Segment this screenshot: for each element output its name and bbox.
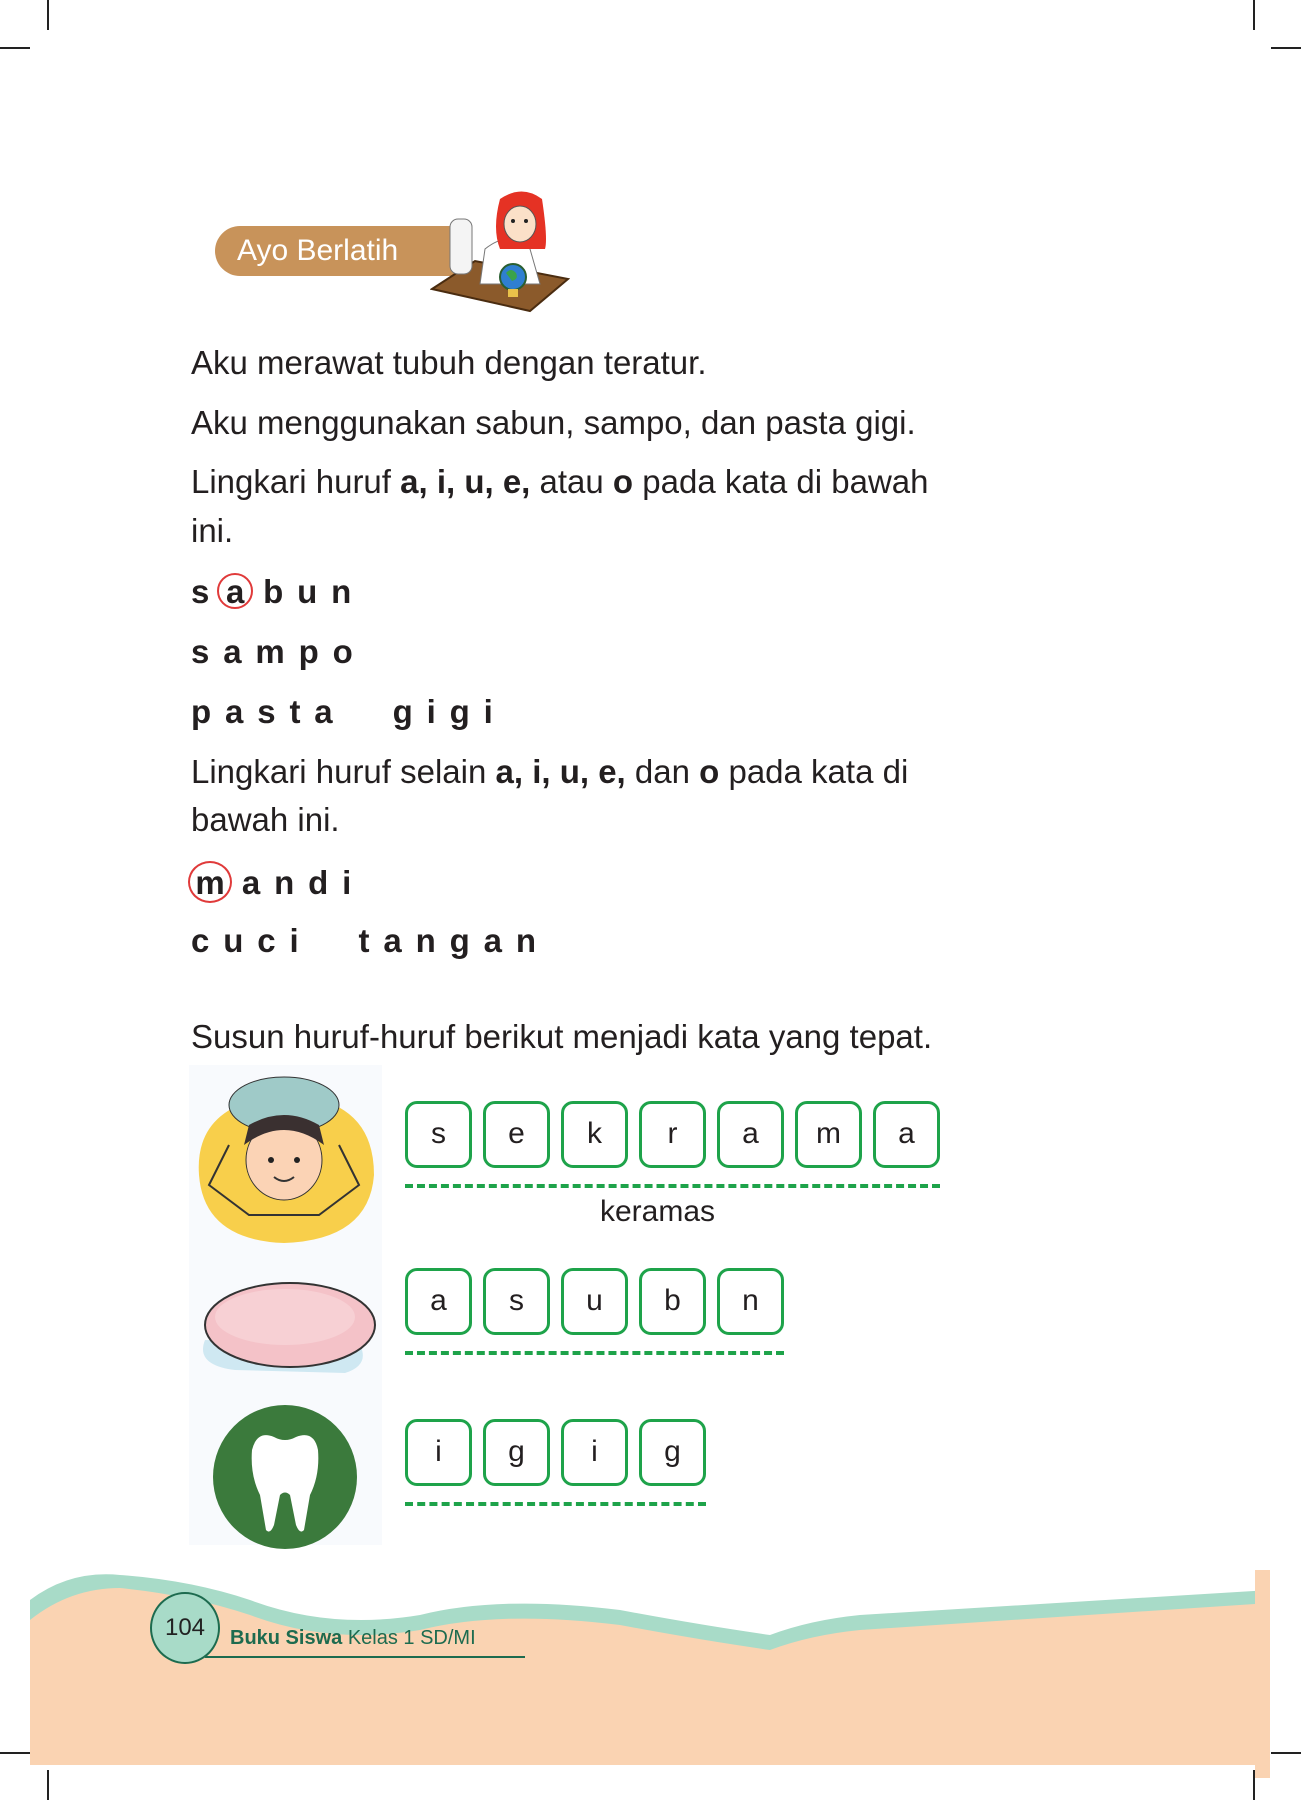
letter: s [191,573,224,610]
text: dan [625,753,700,790]
letter-box: g [483,1419,550,1486]
letter-box: s [405,1101,472,1168]
footer-underline [205,1656,525,1658]
word-mandi [188,861,365,903]
book-title [230,1627,476,1650]
crop-mark [1271,1752,1301,1754]
crop-mark [0,47,30,49]
text: pada kata di bawah [633,463,929,500]
bold-vowel: o [699,753,720,790]
page-number: 104 [150,1592,220,1664]
bold-vowels: a, i, u, e, [400,463,531,500]
letter-box: a [717,1101,784,1168]
word-sampo: sampo [191,633,367,670]
tooth-image [212,1405,362,1550]
soap-bar-image [195,1265,380,1380]
paragraph-intro: Aku merawat tubuh dengan teratur. [191,344,707,381]
letter-box: i [561,1419,628,1486]
letters: andi [241,864,366,901]
book-title-rest: Kelas 1 SD/MI [342,1627,476,1649]
letter-box: n [717,1268,784,1335]
circled-letter: a [217,573,253,609]
letter-box: i [405,1419,472,1486]
crop-mark [47,0,49,30]
crop-mark [0,1752,30,1754]
answer-dashed-line[interactable] [405,1351,784,1355]
word-cuci-tangan: cuci tangan [191,922,550,959]
letter-box: a [405,1268,472,1335]
answer-dashed-line[interactable] [405,1184,940,1188]
boy-shampooing-image [189,1065,382,1245]
crop-mark [1271,47,1301,49]
section-badge: Ayo Berlatih [215,226,455,276]
bold-vowels: a, i, u, e, [495,753,626,790]
bold-vowel: o [612,463,634,500]
crop-mark [1253,1770,1255,1800]
text: pada kata di [719,753,909,790]
letter-box: b [639,1268,706,1335]
crop-mark [47,1770,49,1800]
instruction-vowels-cont: ini. [191,512,234,549]
answer-dashed-line[interactable] [405,1502,706,1506]
instruction-consonants-cont: bawah ini. [191,801,340,838]
crop-mark [1253,0,1255,30]
letter-box: k [561,1101,628,1168]
text: Lingkari huruf [191,463,401,500]
word-sabun [191,572,365,612]
letter-box: u [561,1268,628,1335]
text: atau [530,463,613,500]
letter-box: r [639,1101,706,1168]
puzzle-answer: keramas [600,1195,716,1228]
instruction-consonants [191,752,908,792]
letter-box: m [795,1101,862,1168]
girl-studying-illustration [430,189,570,314]
word-pasta-gigi: pasta gigi [191,693,507,730]
instruction-vowels [191,462,928,502]
letter-box: e [483,1101,550,1168]
text: Lingkari huruf selain [191,753,496,790]
instruction-arrange: Susun huruf-huruf berikut menjadi kata yang tepat. [191,1018,933,1055]
letter-box: g [639,1419,706,1486]
letter-box: a [873,1101,940,1168]
paragraph-products: Aku menggunakan sabun, sampo, dan pasta gigi. [191,404,916,441]
letter-box: s [483,1268,550,1335]
book-title-bold: Buku Siswa [230,1627,343,1649]
circled-letter: m [188,861,232,903]
letters: bun [263,573,366,610]
